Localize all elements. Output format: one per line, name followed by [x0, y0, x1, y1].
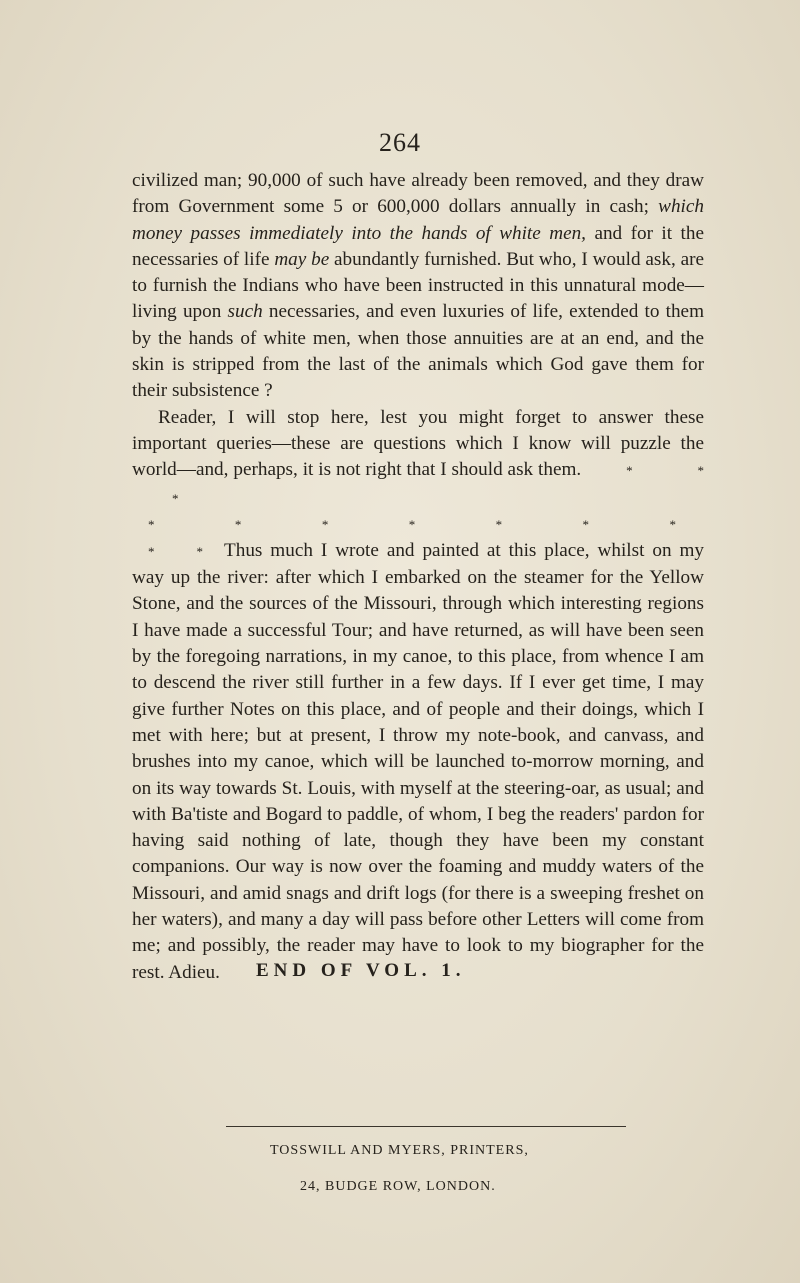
asterism-star: *	[626, 463, 633, 479]
italic-run: which money passes immediately into the hands of white men,	[132, 196, 704, 244]
text-run: and for it the necessaries of life	[132, 222, 704, 270]
paragraph-2	[132, 405, 704, 512]
asterism-star: *	[321, 516, 329, 532]
asterism-star: *	[495, 516, 503, 532]
asterism-star: *	[697, 463, 705, 479]
page-number: 264	[379, 128, 421, 157]
paragraph-3	[132, 538, 704, 986]
asterism-lead	[132, 539, 224, 565]
asterism-star: *	[234, 516, 242, 532]
printer-name: TOSSWILL AND MYERS, PRINTERS,	[270, 1143, 529, 1158]
body-text	[132, 168, 704, 986]
text-run: necessaries, and even luxuries of life, extended to them by the hands of white men, when those annuities are at an end, and the skin is stripped from the last of the animals which God gave them for their subsistence ?	[132, 301, 704, 402]
end-of-volume: END OF VOL. 1.	[256, 960, 466, 981]
printer-address: 24, BUDGE ROW, LONDON.	[300, 1179, 496, 1194]
asterism-star: *	[148, 543, 155, 559]
italic-run: may be	[274, 248, 330, 270]
asterism-star: *	[582, 516, 590, 532]
paragraph-3-text: Thus much I wrote and painted at this place, whilst on my way up the river: after which I embarked on the steamer for the Yellow Stone, and the sources of the Missouri, through which interesting regions I have made a successful Tour; and have returned, as will have been seen by the foregoing narrations, in my canoe, to this place, from whence I am to descend the river still further in a few days. If I ever get time, I may give further Notes on this place, and of people and their doings, which I met with here; but at present, I throw my note-book, and canvass, and brushes into my canoe, which will be launched to-morrow morning, and on its way towards St. Louis, with myself at the steering-oar, as usual; and with Ba'tiste and Bogard to paddle, of whom, I beg the readers' pardon for having said nothing of late, though they have been my constant companions. Our way is now over the foaming and muddy waters of the Missouri, and amid snags and drift logs (for there is a sweeping freshet on her waters), and many a day will pass before other Letters will come from me; and possibly, the reader may have to look to my biographer for the rest. Adieu.	[132, 539, 704, 983]
text-run: abundantly furnished. But who, I would ask, are to furnish the Indians who have been instructed in this unnatural mode—living upon	[132, 248, 705, 323]
divider-rule	[226, 1126, 626, 1127]
paragraph-2-text: Reader, I will stop here, lest you might forget to answer these important queries—these are questions which I know will puzzle the world—and, perhaps, it is not right that I should ask them.	[132, 406, 704, 481]
asterism-star: *	[669, 516, 676, 532]
asterism-star: *	[408, 516, 416, 532]
paragraph-1	[132, 168, 704, 405]
text-run: civilized man; 90,000 of such have already been removed, and they draw from Government some 5 or 600,000 dollars annually in cash;	[132, 170, 704, 218]
italic-run: such	[227, 301, 263, 323]
asterism-star: *	[196, 543, 203, 559]
asterism-star: *	[148, 516, 155, 532]
asterism-row	[132, 512, 704, 538]
asterism-star: *	[172, 490, 179, 506]
